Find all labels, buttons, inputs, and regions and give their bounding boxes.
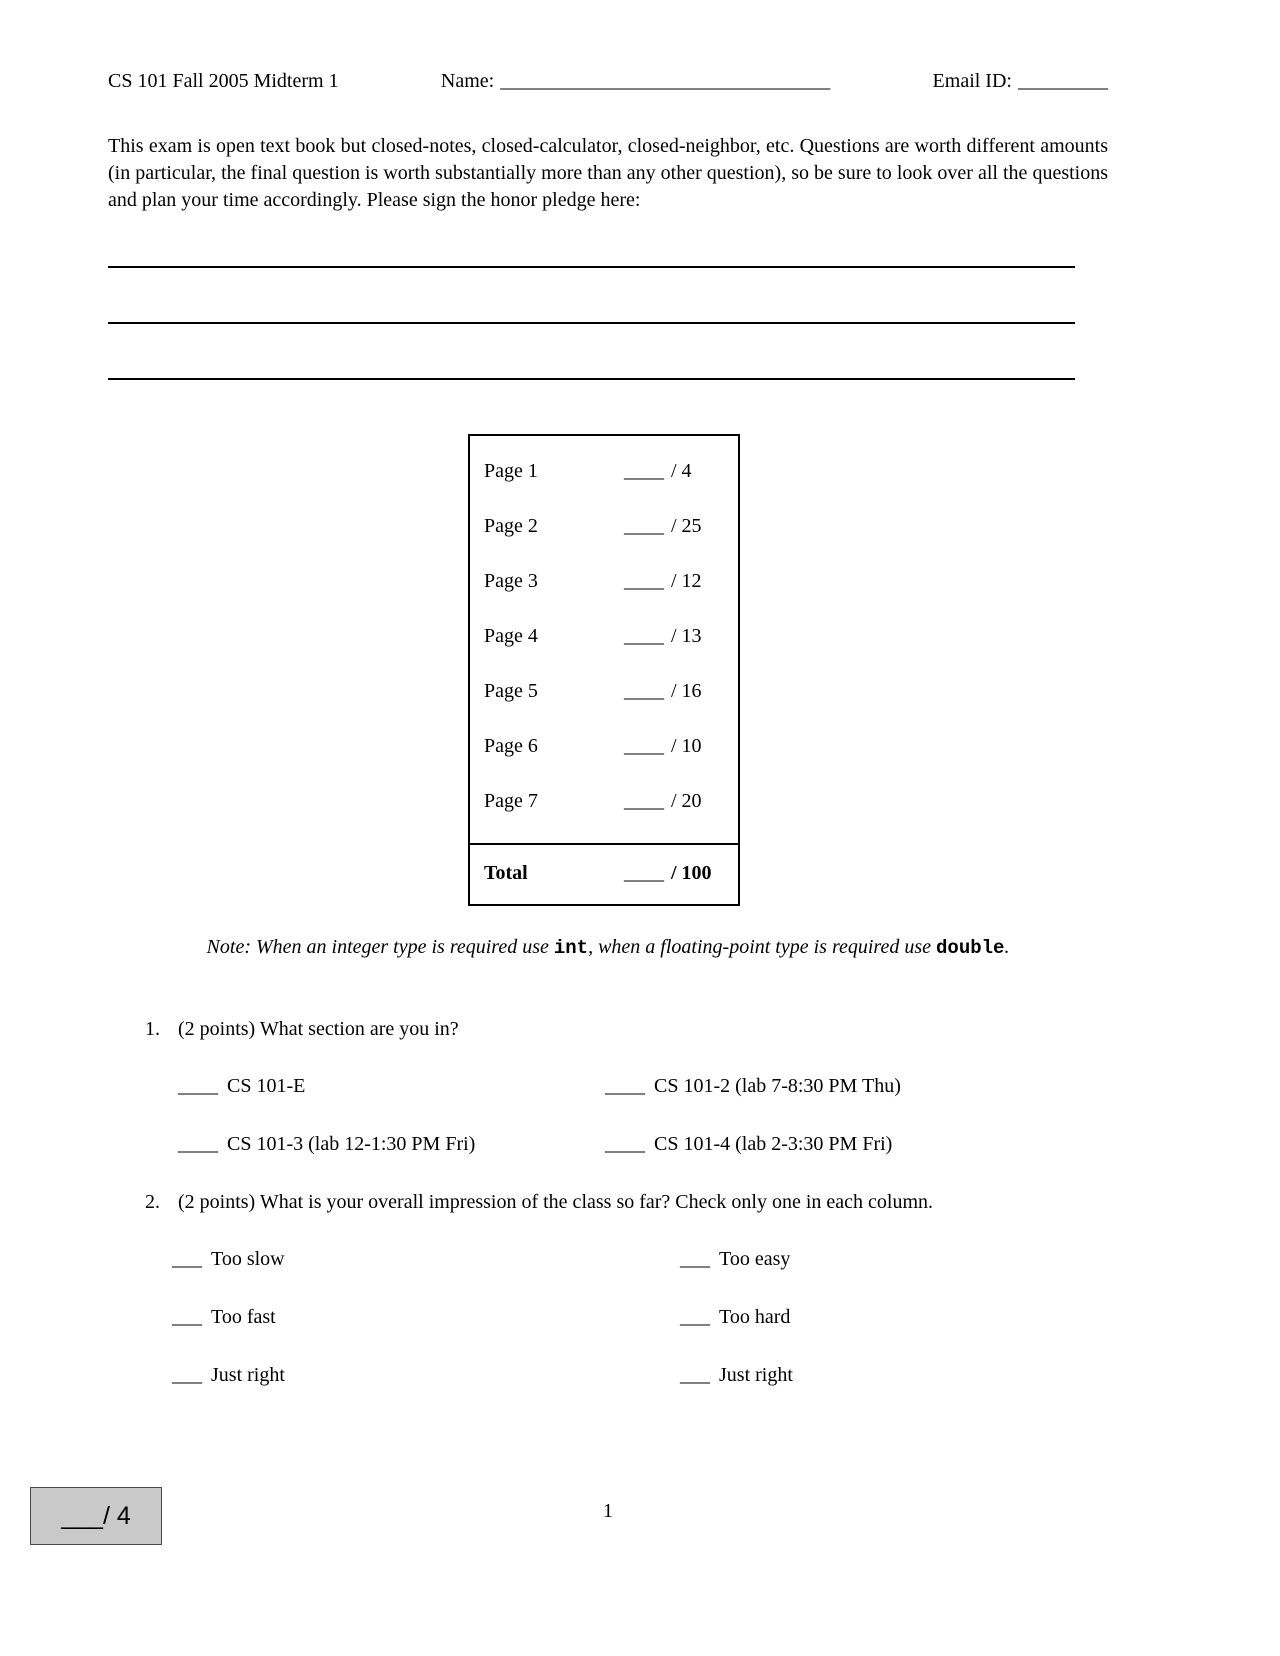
question-1-options [178,1073,1108,1158]
exam-title: CS 101 Fall 2005 Midterm 1 [108,70,339,92]
score-page-label: Page 7 [484,790,538,812]
name-blank-line: _________________________________ [500,70,831,92]
option-label: CS 101-4 (lab 2-3:30 PM Fri) [654,1133,893,1155]
answer-blank: ___ [172,1248,202,1270]
option-row [178,1073,1108,1100]
answer-blank: ___ [172,1364,202,1386]
score-row [484,623,738,650]
option-cell [605,1131,1108,1158]
score-blank: ____ [624,735,664,757]
signature-line [108,378,1075,380]
option-row [178,1131,1108,1158]
int-code: int [553,937,589,959]
score-page-label: Page 5 [484,680,538,702]
score-page-label: Page 3 [484,570,538,592]
signature-line [108,322,1075,324]
score-total-label: Total [484,862,528,884]
option-label: Just right [719,1364,793,1386]
score-total-points: / 100 [671,862,712,884]
answer-blank: ____ [178,1133,218,1155]
score-row [484,788,738,815]
question-2-options [172,1246,1108,1389]
score-points: / 12 [671,570,702,592]
option-cell [605,1073,1108,1100]
question-2 [145,1189,1108,1216]
note-text: , when a floating-point type is required use [588,936,937,958]
option-cell [680,1304,1108,1331]
score-blank: ____ [624,790,664,812]
name-field [441,70,830,93]
option-label: Too fast [211,1306,276,1328]
option-cell [172,1304,680,1331]
score-points: / 16 [671,680,702,702]
score-row [484,678,738,705]
option-label: Just right [211,1364,285,1386]
score-row [484,513,738,540]
answer-blank: ___ [680,1306,710,1328]
question-number: 1. [145,1018,160,1040]
score-blank: ____ [624,460,664,482]
double-code: double [936,937,1005,959]
email-blank-line: _________ [1017,70,1108,92]
corner-score-box [30,1487,162,1545]
honor-pledge-area [108,266,1108,380]
option-label: Too hard [719,1306,791,1328]
answer-blank: ___ [680,1248,710,1270]
score-row [484,733,738,760]
option-row [172,1362,1108,1389]
name-label: Name: [440,70,495,92]
option-row [172,1304,1108,1331]
note-text: Note: When an integer type is required use [206,936,554,958]
exam-instructions: This exam is open text book but closed-notes, closed-calculator, closed-neighbor, etc. Questions are worth different amounts (in particular, the final question is worth substantially more than any other question), so be sure to look over all the questions and plan your time accordingly. Please sign the honor pledge here: [108,135,1108,211]
email-id-label: Email ID: [932,70,1012,92]
question-number: 2. [145,1191,160,1213]
option-label: CS 101-3 (lab 12-1:30 PM Fri) [227,1133,476,1155]
option-label: Too slow [211,1248,285,1270]
score-page-label: Page 1 [484,460,538,482]
score-blank: ____ [624,862,664,884]
score-page-label: Page 2 [484,515,538,537]
answer-blank: ____ [178,1075,218,1097]
option-cell [178,1131,605,1158]
score-row [484,458,738,485]
option-label: Too easy [719,1248,791,1270]
score-points: / 10 [671,735,702,757]
page-number: 1 [603,1500,613,1522]
page-content [108,70,1108,1420]
answer-blank: ____ [605,1075,645,1097]
option-cell [680,1362,1108,1389]
option-row [172,1246,1108,1273]
type-note [108,934,1108,962]
option-label: CS 101-E [227,1075,306,1097]
answer-blank: ___ [172,1306,202,1328]
score-blank: ____ [624,680,664,702]
score-points: / 20 [671,790,702,812]
question-text: (2 points) What section are you in? [178,1018,459,1040]
score-blank: ____ [624,515,664,537]
score-points: / 13 [671,625,702,647]
answer-blank: ____ [605,1133,645,1155]
score-points: / 25 [671,515,702,537]
score-blank: ____ [624,625,664,647]
question-1 [145,1016,1108,1043]
answer-blank: ___ [680,1364,710,1386]
score-blank: ____ [624,570,664,592]
option-cell [172,1246,680,1273]
option-cell [172,1362,680,1389]
score-total-row [470,843,738,904]
note-text: . [1004,936,1010,958]
score-page-label: Page 6 [484,735,538,757]
score-table [468,434,740,906]
score-row [484,568,738,595]
exam-header [108,70,1108,93]
email-field [933,70,1108,93]
signature-line [108,266,1075,268]
corner-score-text: ___/ 4 [61,1501,131,1530]
score-page-label: Page 4 [484,625,538,647]
score-points: / 4 [671,460,692,482]
question-text: (2 points) What is your overall impression of the class so far? Check only one in each column. [178,1191,933,1213]
option-cell [178,1073,605,1100]
option-label: CS 101-2 (lab 7-8:30 PM Thu) [654,1075,901,1097]
option-cell [680,1246,1108,1273]
